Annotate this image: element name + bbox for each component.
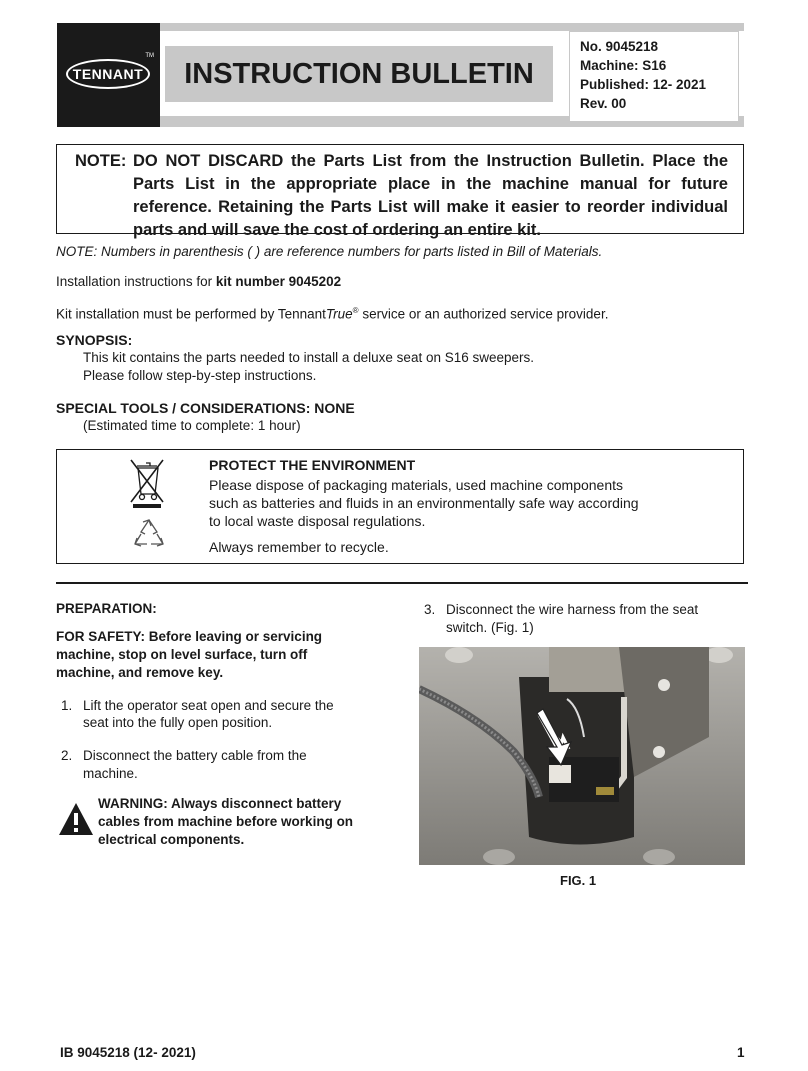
step-2-number: 2. <box>61 748 73 763</box>
safety-line-3: machine, and remove key. <box>56 665 224 680</box>
recycle-icon <box>131 516 167 552</box>
kit-number: kit number 9045202 <box>215 274 342 289</box>
synopsis-heading: SYNOPSIS: <box>56 332 133 348</box>
step-1-number: 1. <box>61 698 73 713</box>
note-body: the Parts List from the Instruction Bulletin. Place the Parts List in the appropriate place in the machine manual for future reference. Retaining the Parts List will make it easier to reorder individual parts and will save the cost of ordering an entire kit. <box>133 152 729 239</box>
step-1-line-2: seat into the fully open position. <box>83 715 273 730</box>
environment-heading: PROTECT THE ENVIRONMENT <box>209 457 416 473</box>
figure-caption: FIG. 1 <box>560 873 597 888</box>
warning-line-2: cables from machine before working on <box>98 814 354 829</box>
bulletin-machine: Machine: S16 <box>580 58 667 73</box>
page-title: INSTRUCTION BULLETIN <box>165 46 553 102</box>
note-text <box>133 150 728 242</box>
safety-line-1: FOR SAFETY: Before leaving or servicing <box>56 629 323 644</box>
header-bar-top <box>160 23 744 31</box>
note-prefix: NOTE: <box>75 152 127 170</box>
weee-bin-icon <box>127 456 167 508</box>
warning-line-1: WARNING: Always disconnect battery <box>98 796 342 811</box>
page-number: 1 <box>737 1045 745 1060</box>
note-emphasis: DO NOT DISCARD <box>133 152 284 170</box>
synopsis-line-1: This kit contains the parts needed to install a deluxe seat on S16 sweepers. <box>83 350 535 365</box>
logo-wordmark: TENNANT <box>66 59 150 89</box>
step-3-line-2: switch. (Fig. 1) <box>446 620 534 635</box>
synopsis-line-2: Please follow step-by-step instructions. <box>83 368 317 383</box>
seat-switch-photo <box>419 647 745 865</box>
environment-line-1: Please dispose of packaging materials, used machine components <box>209 477 624 493</box>
do-not-discard-note <box>56 144 744 239</box>
safety-line-2: machine, stop on level surface, turn off <box>56 647 308 662</box>
tennant-logo <box>57 23 160 127</box>
step-2-line-1: Disconnect the battery cable from the <box>83 748 307 763</box>
step-3-line-1: Disconnect the wire harness from the seat <box>446 602 699 617</box>
time-estimate: (Estimated time to complete: 1 hour) <box>83 418 301 433</box>
step-3-number: 3. <box>424 602 436 617</box>
service-line <box>56 302 608 324</box>
bulletin-published: Published: 12- 2021 <box>580 77 707 92</box>
section-divider <box>56 582 748 584</box>
logo-trademark: TM <box>145 53 154 59</box>
environment-line-2: such as batteries and fluids in an environmentally safe way according <box>209 495 639 511</box>
environment-line-4: Always remember to recycle. <box>209 539 389 555</box>
environment-line-3: to local waste disposal regulations. <box>209 513 426 529</box>
kit-prefix: Installation instructions for <box>56 274 216 289</box>
preparation-heading: PREPARATION: <box>56 601 157 616</box>
warning-icon <box>58 802 94 836</box>
service-true: True <box>325 306 353 322</box>
figure-1-photo <box>419 647 745 865</box>
bulletin-number: No. 9045218 <box>580 39 659 54</box>
bulletin-revision: Rev. 00 <box>580 96 627 111</box>
reference-note: NOTE: Numbers in parenthesis ( ) are reference numbers for parts listed in Bill of Materials. <box>56 244 603 259</box>
step-1-line-1: Lift the operator seat open and secure the <box>83 698 334 713</box>
service-prefix: Kit installation must be performed by Tennant <box>56 306 326 322</box>
footer-document-id: IB 9045218 (12- 2021) <box>60 1045 196 1060</box>
special-tools-heading: SPECIAL TOOLS / CONSIDERATIONS: NONE <box>56 400 355 416</box>
kit-line <box>56 273 341 291</box>
bulletin-info-box <box>569 31 739 122</box>
registered-mark: ® <box>352 306 359 315</box>
service-suffix: service or an authorized service provider. <box>358 306 609 322</box>
environment-box <box>56 449 744 564</box>
warning-line-3: electrical components. <box>98 832 245 847</box>
step-2-line-2: machine. <box>83 766 138 781</box>
